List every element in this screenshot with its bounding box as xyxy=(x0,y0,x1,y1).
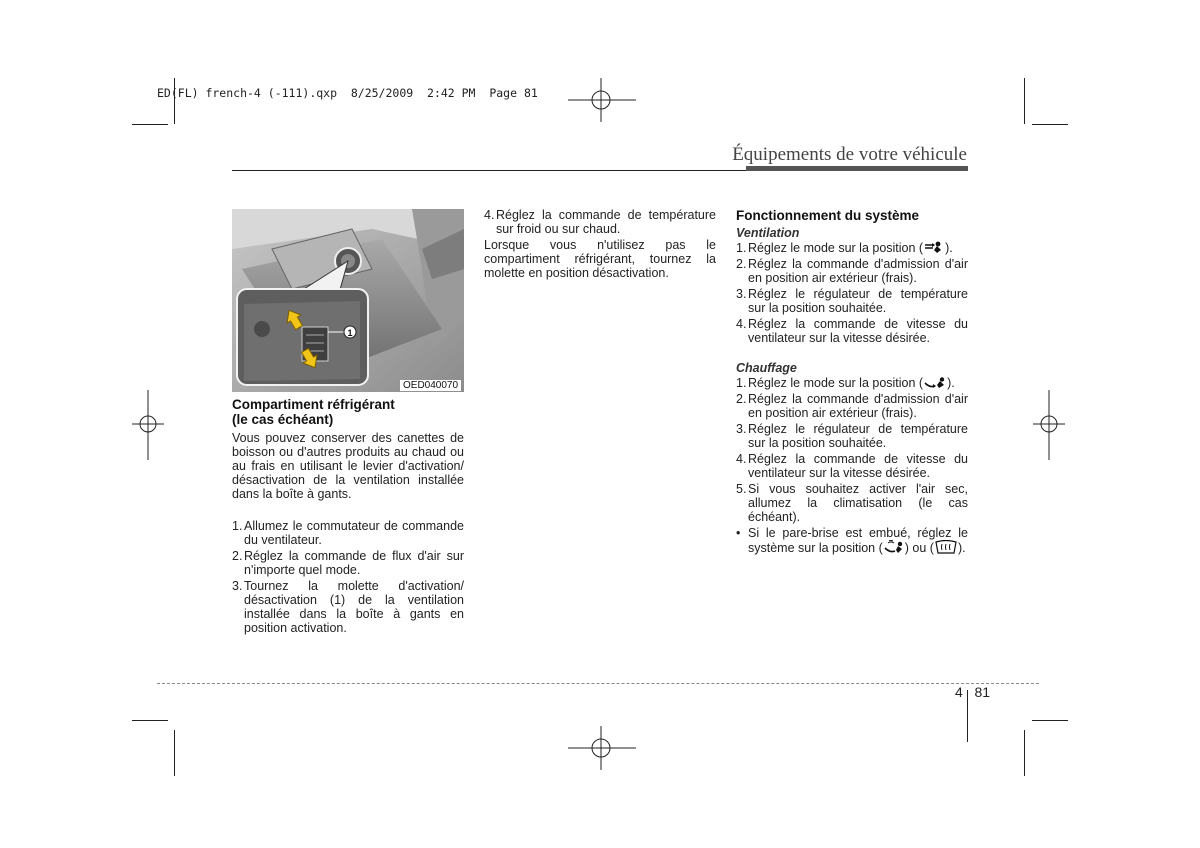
section-title: Équipements de votre véhicule xyxy=(732,144,967,165)
list-item: 1. Réglez le mode sur la position ( ). xyxy=(736,241,953,255)
floor-defrost-mode-icon xyxy=(883,540,905,554)
chapter-number: 4 xyxy=(955,684,963,700)
compartment-off-note: Lorsque vous n'utilisez pas le compartiment réfrigérant, tournez la molette en position désactivation. xyxy=(484,238,716,280)
page-number xyxy=(955,684,990,700)
callout-number: 1 xyxy=(347,328,353,338)
compartment-title-line1: Compartiment réfrigérant xyxy=(232,397,395,412)
compartment-intro: Vous pouvez conserver des canettes de boisson ou d'autres produits au chaud ou au frais en utilisant le levier d'activation/ désactivation de la ventilation installée dans la boîte à gants. xyxy=(232,431,464,501)
list-item: 2. Réglez la commande de flux d'air sur n'importe quel mode. xyxy=(232,549,464,577)
face-vent-mode-icon xyxy=(923,241,945,254)
list-item: 3. Réglez le régulateur de température sur la position souhaitée. xyxy=(736,287,968,315)
ventilation-steps xyxy=(736,241,968,345)
list-item: 3. Réglez le régulateur de température sur la position souhaitée. xyxy=(736,422,968,450)
column-1 xyxy=(232,397,464,637)
list-item: 1. Allumez le commutateur de commande du ventilateur. xyxy=(232,519,464,547)
list-item: 3. Tournez la molette d'activation/ désactivation (1) de la ventilation installée dans la boîte à gants en position activation. xyxy=(232,579,464,635)
list-item: 1. Réglez le mode sur la position ( ). xyxy=(736,376,955,390)
registration-mark-right xyxy=(1033,390,1065,460)
system-operation-title: Fonctionnement du système xyxy=(736,208,920,223)
floor-vent-mode-icon xyxy=(923,377,947,389)
glovebox-photo xyxy=(232,209,464,392)
registration-mark-bottom xyxy=(568,726,636,770)
print-slug: ED(FL) french-4 (-111).qxp 8/25/2009 2:42 PM Page 81 xyxy=(157,86,538,100)
footer-rule xyxy=(157,683,1039,684)
ventilation-heading: Ventilation xyxy=(736,226,800,240)
column-3 xyxy=(736,208,968,557)
page-number-value: 81 xyxy=(974,684,991,700)
list-item: 5. Si vous souhaitez activer l'air sec, allumez la climatisation (le cas échéant). xyxy=(736,482,968,524)
registration-mark-left xyxy=(132,390,164,460)
header-rule xyxy=(232,170,746,171)
compartment-steps xyxy=(232,519,464,635)
column-2 xyxy=(484,208,716,280)
list-item: 4. Réglez la commande de vitesse du ventilateur sur la vitesse désirée. xyxy=(736,317,968,345)
list-item: 2. Réglez la commande d'admission d'air en position air extérieur (frais). xyxy=(736,257,968,285)
glovebox-illustration xyxy=(232,209,464,392)
windshield-defrost-icon xyxy=(934,540,958,554)
heating-heading: Chauffage xyxy=(736,361,797,375)
compartment-title-line2: (le cas échéant) xyxy=(232,412,334,427)
heating-steps xyxy=(736,376,968,555)
list-item: 2. Réglez la commande d'admission d'air en position air extérieur (frais). xyxy=(736,392,968,420)
header-rule-thick xyxy=(746,166,968,171)
registration-mark-top xyxy=(568,78,636,122)
list-item: • Si le pare-brise est embué, réglez le système sur la position ( ) ou ( ). xyxy=(736,526,968,555)
figure-caption: OED040070 xyxy=(400,380,461,391)
list-item: 4. Réglez la commande de température sur froid ou sur chaud. xyxy=(484,208,716,236)
list-item: 4. Réglez la commande de vitesse du ventilateur sur la vitesse désirée. xyxy=(736,452,968,480)
